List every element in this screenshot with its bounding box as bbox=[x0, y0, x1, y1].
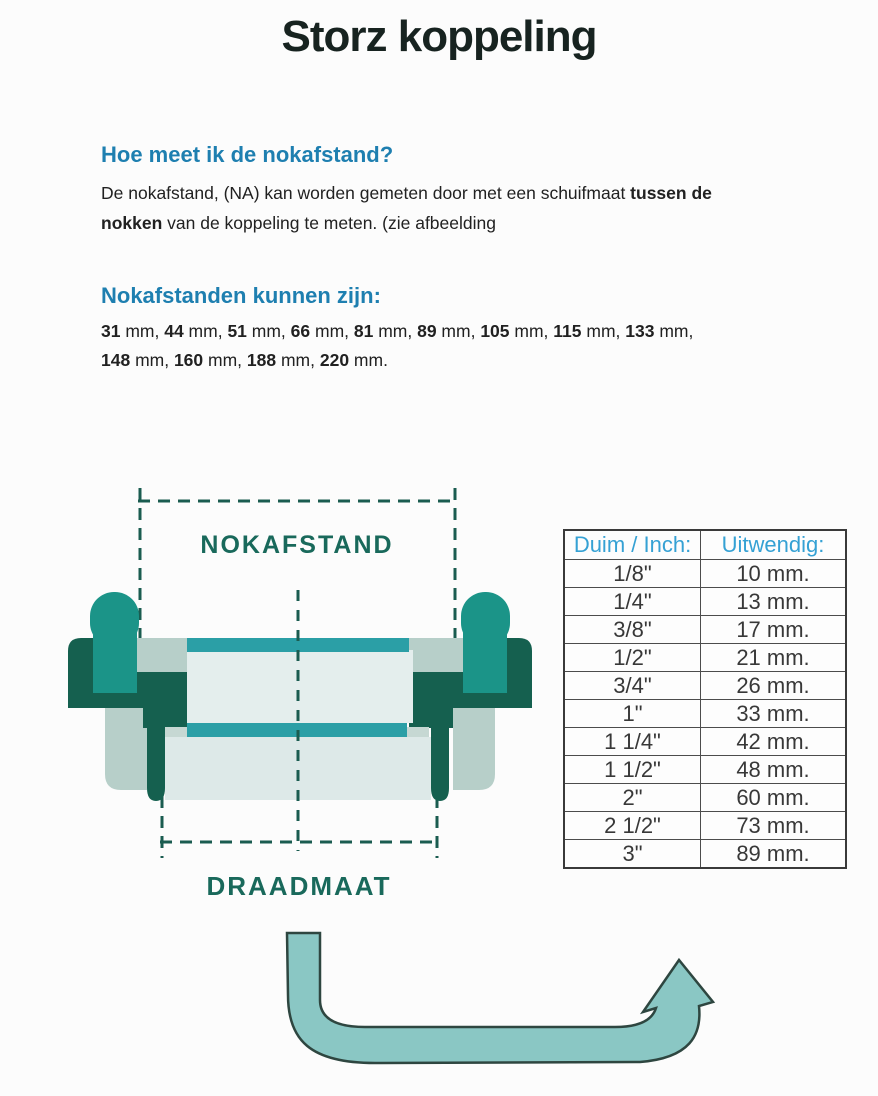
coupling-body bbox=[68, 592, 532, 801]
curved-arrow-shape bbox=[287, 933, 713, 1063]
right-lug bbox=[461, 592, 510, 693]
table-row: 2 1/2" 73 mm. bbox=[564, 812, 846, 840]
table-row: 3/8" 17 mm. bbox=[564, 616, 846, 644]
page-title: Storz koppeling bbox=[281, 12, 597, 61]
section-heading-how: Hoe meet ik de nokafstand? bbox=[101, 142, 394, 167]
nokafstand-label: NOKAFSTAND bbox=[200, 531, 394, 559]
left-lug bbox=[90, 592, 139, 693]
how-body-text: De nokafstand, (NA) kan worden gemeten door met een schuifmaat tussen de nokken van de koppeling te meten. (zie afbeelding bbox=[101, 183, 712, 233]
left-flange-foot bbox=[147, 688, 165, 801]
right-lug-stem bbox=[463, 630, 507, 693]
right-flange-foot bbox=[431, 688, 449, 801]
table-row: 1" 33 mm. bbox=[564, 700, 846, 728]
upper-bore bbox=[187, 650, 413, 723]
right-lower-shoulder bbox=[453, 705, 495, 790]
table-row: 2" 60 mm. bbox=[564, 784, 846, 812]
table-row: 1 1/2" 48 mm. bbox=[564, 756, 846, 784]
size-table-body bbox=[564, 560, 846, 869]
table-header-row bbox=[564, 530, 846, 560]
sizes-list: 31 mm, 44 mm, 51 mm, 66 mm, 81 mm, 89 mm, 105 mm, 115 mm, 133 mm, 148 mm, 160 mm, 188 mm, 220 mm. bbox=[101, 321, 694, 370]
section-heading-sizes: Nokafstanden kunnen zijn: bbox=[101, 283, 381, 308]
table-row: 1/8" 10 mm. bbox=[564, 560, 846, 588]
table-row: 3" 89 mm. bbox=[564, 840, 846, 869]
table-row: 1/4" 13 mm. bbox=[564, 588, 846, 616]
draadmaat-dashed-outline bbox=[160, 796, 439, 858]
table-header-outer: Uitwendig: bbox=[701, 530, 847, 560]
left-lug-stem bbox=[93, 630, 137, 693]
draadmaat-label: DRAADMAAT bbox=[206, 871, 392, 901]
table-row: 1 1/4" 42 mm. bbox=[564, 728, 846, 756]
curved-arrow-icon bbox=[268, 924, 728, 1076]
table-row: 3/4" 26 mm. bbox=[564, 672, 846, 700]
left-lower-shoulder bbox=[105, 705, 147, 790]
table-row: 1/2" 21 mm. bbox=[564, 644, 846, 672]
table-header-inch: Duim / Inch: bbox=[564, 530, 701, 560]
size-table bbox=[563, 529, 847, 869]
